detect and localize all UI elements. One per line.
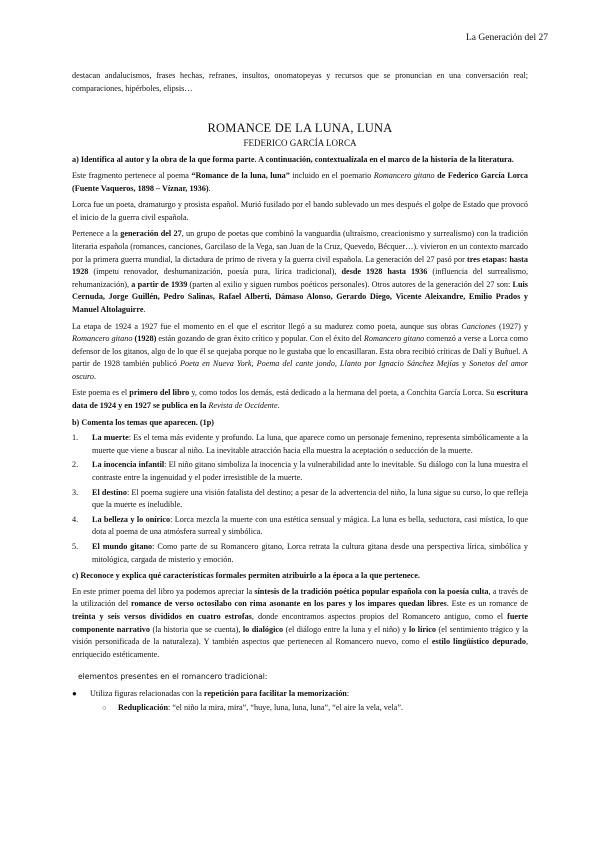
list-item: ● Utiliza figuras relacionadas con la repetición para facilitar la memorización: ○ Reduplicación: “el niño la mira, mira”, “huye, luna, luna, luna”, “el aire la vela, vela”. xyxy=(72,688,528,714)
document-body xyxy=(72,70,528,716)
running-header: La Generación del 27 xyxy=(465,33,548,43)
question-c-heading: c) Reconoce y explica qué características formales permiten atribuirlo a la época a la que pertenece. xyxy=(72,571,420,581)
theme-item: 5. El mundo gitano: Como parte de su Romancero gitano, Lorca retrata la cultura gitana desde una perspectiva lírica, simbólica y mitológica, cargada de misterio y emoción. xyxy=(72,542,528,564)
sub-list-item: ○ Reduplicación: “el niño la mira, mira”, “huye, luna, luna, luna”, “el aire la vela, vela”. xyxy=(102,702,528,715)
intro-paragraph: destacan andalucismos, frases hechas, refranes, insultos, onomatopeyas y recursos que se pronuncian en una conversación real; comparaciones, hipérboles, elipsis… xyxy=(72,71,528,93)
paragraph-a1: Este fragmento pertenece al poema “Romance de la luna, luna” incluido en el poemario Romancero gitano de Federico García Lorca (Fuente Vaqueros, 1898 – Víznar, 1936). xyxy=(72,170,529,193)
theme-item: 1. La muerte: Es el tema más evidente y profundo. La luna, que aparece como un personaje femenino, representa simbólicamente a la muerte que viene a buscar al niño. La inevitable atracción hacia ella muestra la aceptación o seducción de la muerte. xyxy=(72,433,528,455)
paragraph-a2: Lorca fue un poeta, dramaturgo y prosista español. Murió fusilado por el bando sublevado un mes después el golpe de Estado que provocó el inicio de la guerra civil española. xyxy=(72,200,528,222)
paragraph-a3: Pertenece a la generación del 27, un grupo de poetas que combinó la vanguardia (ultraísmo, creacionismo y surrealismo) con la tradición literaria española (romances, canciones, Garcilaso de la Vega, san Juan de la Cruz, Quevedo, Bécquer…). vivieron en un contexto marcado por la primera guerra mundial, la dictadura de primo de rivera y la guerra civil española. La generación del 27 pasó por tres etapas: hasta 1928 (ímpetu renovador, deshumanización, poesía pura, lírica tradicional), desde 1928 hasta 1936 (influencia del surrealismo, rehumanización), a partir de 1939 (parten al exilio y siguen rumbos poéticos personales). Otros autores de la generación del 27 son: Luis Cernuda, Jorge Guillén, Pedro Salinas, Rafael Alberti, Dámaso Alonso, Gerardo Diego, Vicente Aleixandre, Emilio Prados y Manuel Altolaguirre. xyxy=(72,229,528,314)
traditional-elements-line: elementos presentes en el romancero tradicional: xyxy=(78,672,268,682)
theme-item: 3. El destino: El poema sugiere una visión fatalista del destino; a pesar de la advertencia del niño, la luna sigue su curso, lo que refleja que la muerte es ineludible. xyxy=(72,487,528,510)
poem-author: FEDERICO GARCÍA LORCA xyxy=(243,137,357,148)
paragraph-a5: Este poema es el primero del libro y, como todos los demás, está dedicado a la hermana del poeta, a Conchita García Lorca. Su escritura data de 1924 y en 1927 se publica en la Revista de Occidente. xyxy=(72,388,528,411)
bullet-dot-icon: ● xyxy=(72,688,77,698)
theme-item: 4. La belleza y lo onírico: Lorca mezcla la muerte con una estética sensual y mágica. La luna es bella, seductora, casi mística, lo que dota al poema de una atmósfera surreal y simbólica. xyxy=(72,514,528,537)
question-a-heading: a) Identifica al autor y la obra de la que forma parte. A continuación, contextualízala en el marco de la historia de la literatura. xyxy=(72,155,514,165)
theme-item: 2. La inocencia infantil: El niño gitano simboliza la inocencia y la vulnerabilidad ante lo inevitable. Su diálogo con la luna muestra el contraste entre la ingenuidad y el poder irresistible de la muerte. xyxy=(72,460,529,483)
poem-title: ROMANCE DE LA LUNA, LUNA xyxy=(207,121,393,136)
paragraph-a4: La etapa de 1924 a 1927 fue el momento en el que el escritor llegó a su madurez como poeta, aunque sus obras Canciones (1927) y Romancero gitano (1928) están gozando de gran éxito crítico y popular. Con el éxito del Romancero gitano comenzó a verse a Lorca como defensor de los gitanos, algo de lo que él se quejaba porque no le gustaba que lo encasillaran. Esta obra recibió críticas de Dalí y Buñuel. A partir de 1928 también publicó Poeta en Nueva York, Poema del cante jondo, Llanto por Ignacio Sánchez Mejías y Sonetos del amor oscuro. xyxy=(72,321,529,381)
sub-bullet-list xyxy=(90,702,528,715)
bullet-list xyxy=(72,688,528,714)
themes-list xyxy=(72,432,528,566)
paragraph-c1: En este primer poema del libro ya podemos apreciar la síntesis de la tradición poética popular española con la poesía culta, a través de la utilización del romance de verso octosílabo con rima asonante en los pares y los impares quedan libres. Este es un romance de treinta y seis versos divididos en cuatro estrofas, donde encontramos aspectos propios del Romancero antiguo, como el fuerte componente narrativo (la historia que se cuenta), lo dialógico (el diálogo entre la luna y el niño) y lo lírico (el sentimiento trágico y la visión personificada de la naturaleza). Y también aspectos que pertenecen al Romancero nuevo, como el estilo lingüístico depurado, enriquecido estéticamente. xyxy=(72,586,529,659)
hollow-circle-icon: ○ xyxy=(102,703,107,712)
question-b-heading: b) Comenta los temas que aparecen. (1p) xyxy=(72,417,214,427)
